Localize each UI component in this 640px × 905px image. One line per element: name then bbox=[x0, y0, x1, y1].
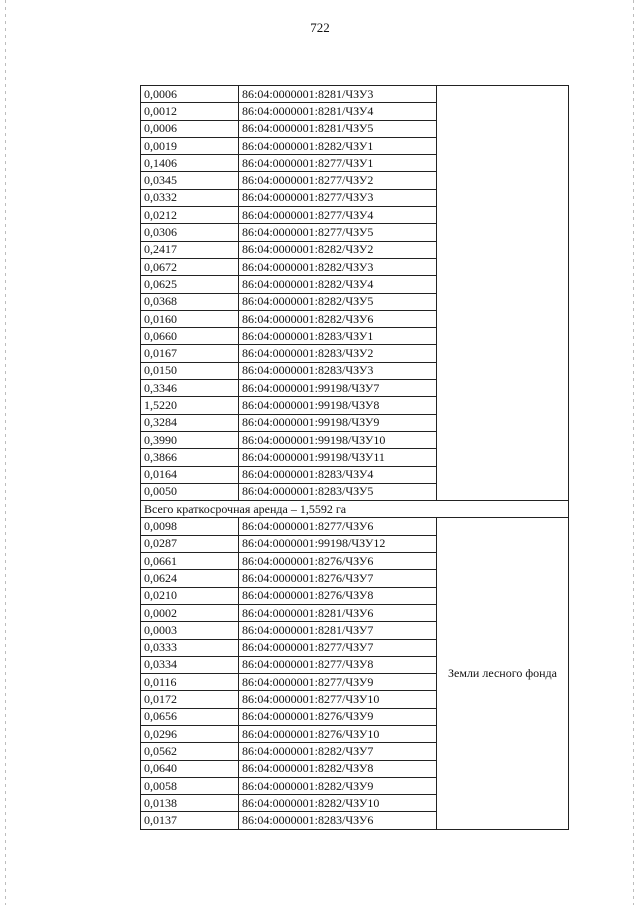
area-cell: 0,0625 bbox=[141, 276, 239, 293]
area-cell: 0,0150 bbox=[141, 362, 239, 379]
area-cell: 0,0019 bbox=[141, 137, 239, 154]
area-cell: 0,0287 bbox=[141, 535, 239, 552]
cadastral-number-cell: 86:04:0000001:8283/ЧЗУ5 bbox=[239, 483, 437, 500]
area-cell: 0,3346 bbox=[141, 380, 239, 397]
cadastral-number-cell: 86:04:0000001:8276/ЧЗУ8 bbox=[239, 587, 437, 604]
area-cell: 0,0098 bbox=[141, 518, 239, 535]
area-cell: 0,0212 bbox=[141, 207, 239, 224]
cadastral-number-cell: 86:04:0000001:8277/ЧЗУ1 bbox=[239, 155, 437, 172]
cadastral-number-cell: 86:04:0000001:8277/ЧЗУ9 bbox=[239, 674, 437, 691]
area-cell: 0,0656 bbox=[141, 708, 239, 725]
area-cell: 0,0624 bbox=[141, 570, 239, 587]
cadastral-number-cell: 86:04:0000001:8283/ЧЗУ2 bbox=[239, 345, 437, 362]
area-cell: 0,2417 bbox=[141, 241, 239, 258]
cadastral-number-cell: 86:04:0000001:99198/ЧЗУ7 bbox=[239, 380, 437, 397]
table-row bbox=[141, 518, 569, 535]
cadastral-number-cell: 86:04:0000001:8282/ЧЗУ2 bbox=[239, 241, 437, 258]
cadastral-number-cell: 86:04:0000001:8282/ЧЗУ5 bbox=[239, 293, 437, 310]
right-margin-line bbox=[633, 0, 634, 905]
cadastral-number-cell: 86:04:0000001:8277/ЧЗУ6 bbox=[239, 518, 437, 535]
cadastral-number-cell: 86:04:0000001:8277/ЧЗУ2 bbox=[239, 172, 437, 189]
cadastral-number-cell: 86:04:0000001:8282/ЧЗУ8 bbox=[239, 760, 437, 777]
cadastral-number-cell: 86:04:0000001:8281/ЧЗУ5 bbox=[239, 120, 437, 137]
cadastral-number-cell: 86:04:0000001:8277/ЧЗУ10 bbox=[239, 691, 437, 708]
area-cell: 0,0672 bbox=[141, 258, 239, 275]
area-cell: 0,0160 bbox=[141, 310, 239, 327]
cadastral-number-cell: 86:04:0000001:8283/ЧЗУ3 bbox=[239, 362, 437, 379]
cadastral-number-cell: 86:04:0000001:8282/ЧЗУ6 bbox=[239, 310, 437, 327]
area-cell: 0,0164 bbox=[141, 466, 239, 483]
cadastral-number-cell: 86:04:0000001:8283/ЧЗУ6 bbox=[239, 812, 437, 829]
cadastral-number-cell: 86:04:0000001:8277/ЧЗУ4 bbox=[239, 207, 437, 224]
cadastral-number-cell: 86:04:0000001:8277/ЧЗУ8 bbox=[239, 656, 437, 673]
cadastral-number-cell: 86:04:0000001:8281/ЧЗУ4 bbox=[239, 103, 437, 120]
area-cell: 0,0137 bbox=[141, 812, 239, 829]
area-cell: 0,0640 bbox=[141, 760, 239, 777]
area-cell: 0,0210 bbox=[141, 587, 239, 604]
area-cell: 1,5220 bbox=[141, 397, 239, 414]
cadastral-number-cell: 86:04:0000001:8281/ЧЗУ7 bbox=[239, 622, 437, 639]
area-cell: 0,1406 bbox=[141, 155, 239, 172]
subtotal-row bbox=[141, 501, 569, 518]
area-cell: 0,0334 bbox=[141, 656, 239, 673]
area-cell: 0,0050 bbox=[141, 483, 239, 500]
cadastral-number-cell: 86:04:0000001:8276/ЧЗУ6 bbox=[239, 553, 437, 570]
land-plots-table bbox=[140, 85, 569, 830]
cadastral-number-cell: 86:04:0000001:8281/ЧЗУ3 bbox=[239, 86, 437, 103]
cadastral-number-cell: 86:04:0000001:8282/ЧЗУ1 bbox=[239, 137, 437, 154]
cadastral-number-cell: 86:04:0000001:8283/ЧЗУ4 bbox=[239, 466, 437, 483]
cadastral-number-cell: 86:04:0000001:99198/ЧЗУ10 bbox=[239, 431, 437, 448]
area-cell: 0,0306 bbox=[141, 224, 239, 241]
area-cell: 0,0012 bbox=[141, 103, 239, 120]
area-cell: 0,0333 bbox=[141, 639, 239, 656]
area-cell: 0,0116 bbox=[141, 674, 239, 691]
cadastral-number-cell: 86:04:0000001:8276/ЧЗУ7 bbox=[239, 570, 437, 587]
area-cell: 0,0167 bbox=[141, 345, 239, 362]
cadastral-number-cell: 86:04:0000001:8276/ЧЗУ10 bbox=[239, 725, 437, 742]
area-cell: 0,3990 bbox=[141, 431, 239, 448]
cadastral-number-cell: 86:04:0000001:8282/ЧЗУ3 bbox=[239, 258, 437, 275]
page-number: 722 bbox=[310, 20, 330, 35]
area-cell: 0,0368 bbox=[141, 293, 239, 310]
cadastral-number-cell: 86:04:0000001:99198/ЧЗУ12 bbox=[239, 535, 437, 552]
area-cell: 0,0296 bbox=[141, 725, 239, 742]
area-cell: 0,0661 bbox=[141, 553, 239, 570]
area-cell: 0,0006 bbox=[141, 120, 239, 137]
table-row bbox=[141, 86, 569, 103]
cadastral-number-cell: 86:04:0000001:99198/ЧЗУ8 bbox=[239, 397, 437, 414]
area-cell: 0,0138 bbox=[141, 795, 239, 812]
area-cell: 0,3284 bbox=[141, 414, 239, 431]
area-cell: 0,0002 bbox=[141, 604, 239, 621]
cadastral-number-cell: 86:04:0000001:8282/ЧЗУ9 bbox=[239, 777, 437, 794]
cadastral-number-cell: 86:04:0000001:8282/ЧЗУ4 bbox=[239, 276, 437, 293]
cadastral-number-cell: 86:04:0000001:8281/ЧЗУ6 bbox=[239, 604, 437, 621]
area-cell: 0,3866 bbox=[141, 449, 239, 466]
cadastral-number-cell: 86:04:0000001:8277/ЧЗУ7 bbox=[239, 639, 437, 656]
area-cell: 0,0345 bbox=[141, 172, 239, 189]
cadastral-number-cell: 86:04:0000001:8283/ЧЗУ1 bbox=[239, 328, 437, 345]
cadastral-number-cell: 86:04:0000001:99198/ЧЗУ11 bbox=[239, 449, 437, 466]
cadastral-number-cell: 86:04:0000001:8277/ЧЗУ5 bbox=[239, 224, 437, 241]
cadastral-number-cell: 86:04:0000001:99198/ЧЗУ9 bbox=[239, 414, 437, 431]
area-cell: 0,0006 bbox=[141, 86, 239, 103]
land-plots-table-body bbox=[141, 86, 569, 830]
category-cell-empty bbox=[437, 86, 569, 501]
cadastral-number-cell: 86:04:0000001:8276/ЧЗУ9 bbox=[239, 708, 437, 725]
area-cell: 0,0332 bbox=[141, 189, 239, 206]
area-cell: 0,0058 bbox=[141, 777, 239, 794]
land-category-cell: Земли лесного фонда bbox=[437, 518, 569, 829]
subtotal-text: Всего краткосрочная аренда – 1,5592 га bbox=[141, 501, 569, 518]
cadastral-number-cell: 86:04:0000001:8282/ЧЗУ10 bbox=[239, 795, 437, 812]
left-margin-line bbox=[5, 0, 6, 905]
cadastral-number-cell: 86:04:0000001:8282/ЧЗУ7 bbox=[239, 743, 437, 760]
area-cell: 0,0660 bbox=[141, 328, 239, 345]
area-cell: 0,0172 bbox=[141, 691, 239, 708]
area-cell: 0,0003 bbox=[141, 622, 239, 639]
cadastral-number-cell: 86:04:0000001:8277/ЧЗУ3 bbox=[239, 189, 437, 206]
area-cell: 0,0562 bbox=[141, 743, 239, 760]
